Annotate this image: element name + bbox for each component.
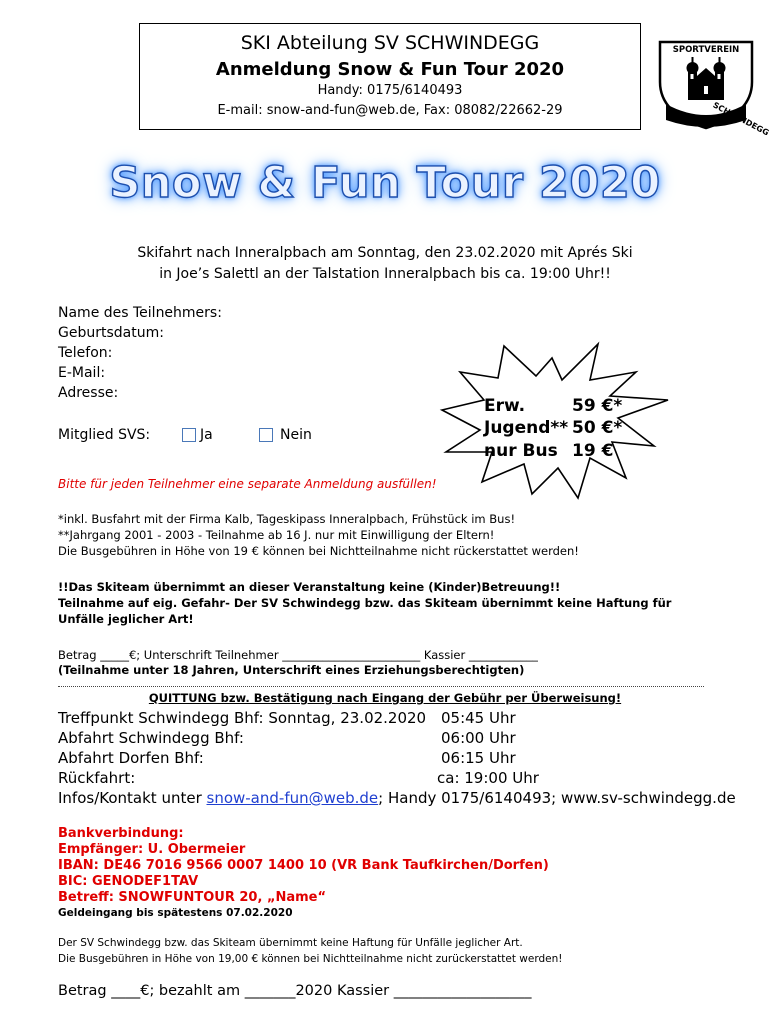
footer-liability: Der SV Schwindegg bzw. das Skiteam übernimmt keine Haftung für Unfälle jeglicher Art. [58, 937, 523, 949]
event-title: Snow & Fun Tour 2020 [109, 158, 661, 208]
form-title: Anmeldung Snow & Fun Tour 2020 [215, 59, 565, 80]
bank-recipient: Empfänger: U. Obermeier [58, 842, 246, 857]
schedule-depart-schwindegg-label: Abfahrt Schwindegg Bhf: [58, 729, 244, 747]
schedule-depart-dorfen-label: Abfahrt Dorfen Bhf: [58, 749, 204, 767]
field-email: E-Mail: [58, 365, 106, 381]
intro-line-2: in Joe’s Salettl an der Talstation Inneralpbach bis ca. 19:00 Uhr!! [159, 266, 611, 282]
price-youth-label: Jugend** [484, 418, 569, 438]
schedule-meet-label: Treffpunkt Schwindegg Bhf: Sonntag, 23.02.2020 [58, 709, 427, 727]
signature-note: (Teilnahme unter 18 Jahren, Unterschrift eines Erziehungsberechtigten) [58, 663, 525, 677]
intro-line-1: Skifahrt nach Inneralpbach am Sonntag, den 23.02.2020 mit Aprés Ski [137, 245, 633, 261]
info-prefix: Infos/Kontakt unter [58, 789, 207, 807]
footer-fees: Die Busgebühren in Höhe von 19,00 € können bei Nichtteilnahme nicht zurückerstattet werden! [58, 953, 563, 965]
bank-title: Bankverbindung: [58, 826, 184, 841]
price-starburst [440, 318, 690, 508]
header-contact: E-mail: snow-and-fun@web.de, Fax: 08082/22662-29 [217, 103, 563, 118]
info-contact-line [58, 789, 736, 807]
payment-deadline: Geldeingang bis spätestens 07.02.2020 [58, 907, 293, 919]
price-adult-value: 59 €* [572, 396, 623, 416]
field-phone: Telefon: [58, 345, 113, 361]
logo-bottom-text: SCHWINDEGG [711, 100, 770, 138]
member-yes-checkbox[interactable] [182, 428, 196, 442]
field-birthdate: Geburtsdatum: [58, 325, 164, 341]
member-no-label: Nein [280, 427, 312, 443]
price-youth-value: 50 €* [572, 418, 623, 438]
note-years: **Jahrgang 2001 - 2003 - Teilnahme ab 16 J. nur mit Einwilligung der Eltern! [58, 528, 495, 542]
bank-subject: Betreff: SNOWFUNTOUR 20, „Name“ [58, 890, 327, 905]
schedule-meet-time: 05:45 Uhr [441, 709, 516, 727]
note-included: *inkl. Busfahrt mit der Firma Kalb, Tageskipass Inneralpbach, Frühstück im Bus! [58, 512, 516, 526]
schedule-return-time: ca: 19:00 Uhr [437, 769, 539, 787]
divider [58, 686, 704, 687]
club-logo [652, 30, 770, 138]
bank-iban: IBAN: DE46 7016 9566 0007 1400 10 (VR Bank Taufkirchen/Dorfen) [58, 858, 549, 873]
price-adult-label: Erw. [484, 396, 526, 416]
schedule-depart-dorfen-time: 06:15 Uhr [441, 749, 516, 767]
receipt-heading: QUITTUNG bzw. Bestätigung nach Eingang der Gebühr per Überweisung! [148, 691, 622, 705]
info-suffix: ; Handy 0175/6140493; www.sv-schwindegg.de [378, 789, 736, 807]
club-name: SKI Abteilung SV SCHWINDEGG [240, 32, 540, 54]
member-yes-label: Ja [200, 427, 213, 443]
schedule-depart-schwindegg-time: 06:00 Uhr [441, 729, 516, 747]
member-no-checkbox[interactable] [259, 428, 273, 442]
email-link[interactable]: snow-and-fun@web.de [206, 789, 379, 807]
price-bus-label: nur Bus [484, 441, 558, 461]
header-box [139, 23, 641, 130]
field-participant-name: Name des Teilnehmers: [58, 305, 222, 321]
field-address: Adresse: [58, 385, 119, 401]
logo-top-text: SPORTVEREIN [672, 45, 740, 55]
header-phone: Handy: 0175/6140493 [317, 83, 463, 98]
disclaimer-line-2: Teilnahme auf eig. Gefahr- Der SV Schwindegg bzw. das Skiteam übernimmt keine Haftung für [58, 596, 672, 610]
disclaimer-line-3: Unfälle jeglicher Art! [58, 612, 194, 626]
schedule-return-label: Rückfahrt: [58, 769, 136, 787]
separate-registration-note: Bitte für jeden Teilnehmer eine separate Anmeldung ausfüllen! [58, 477, 437, 491]
field-member: Mitglied SVS: [58, 427, 151, 443]
price-bus-value: 19 € [572, 441, 614, 461]
footer-signature-line: Betrag ____€; bezahlt am _______2020 Kassier ___________________ [58, 983, 532, 999]
bank-bic: BIC: GENODEF1TAV [58, 874, 199, 889]
disclaimer-line-1: !!Das Skiteam übernimmt an dieser Veranstaltung keine (Kinder)Betreuung!! [58, 580, 561, 594]
note-fees: Die Busgebühren in Höhe von 19 € können bei Nichtteilnahme nicht rückerstattet werden! [58, 544, 579, 558]
signature-line: Betrag _____€; Unterschrift Teilnehmer ________________________ Kassier ____________ [58, 648, 538, 662]
